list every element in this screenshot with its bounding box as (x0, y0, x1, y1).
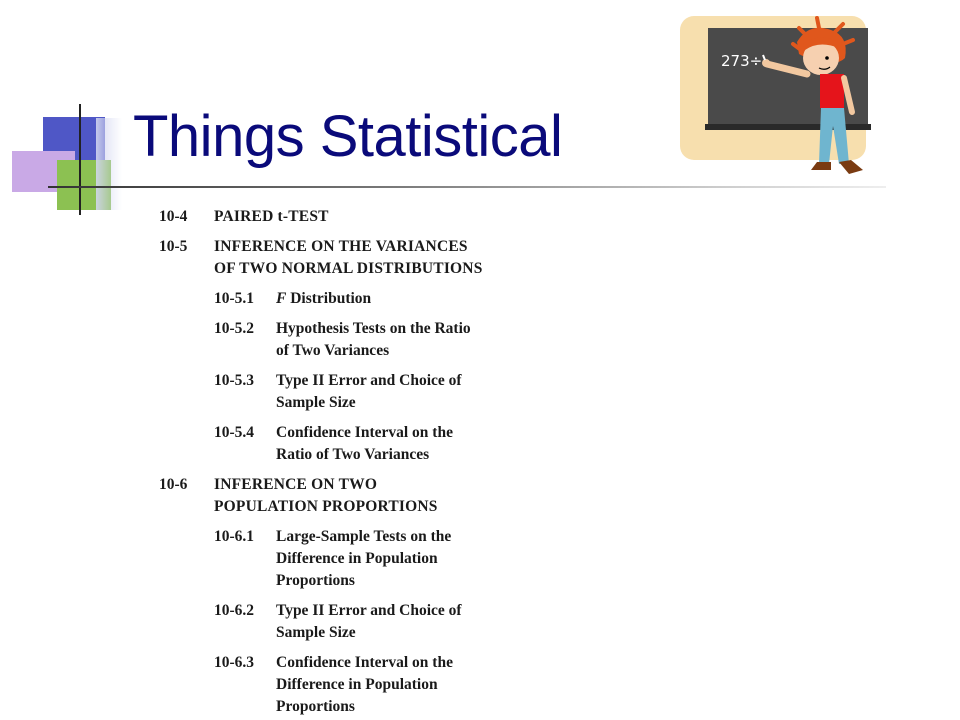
toc-number: 10-4 (159, 208, 188, 225)
toc-entry-10-5-4 (214, 422, 579, 466)
chalkboard-text: 273÷ (721, 52, 763, 70)
toc-entry-10-4 (159, 206, 579, 228)
toc-number: 10-6 (159, 476, 188, 493)
toc-title-line: INFERENCE ON THE VARIANCES (214, 238, 468, 255)
toc-title-line: Type II Error and Choice of (276, 372, 462, 389)
toc-title: PAIRED t-TEST (214, 208, 329, 225)
toc-entry-10-6-1 (214, 526, 579, 592)
toc-entry-10-5 (159, 236, 579, 280)
toc-title: Distribution (286, 290, 372, 307)
toc-number: 10-5.4 (214, 424, 255, 441)
slide-title: Things Statistical (133, 104, 563, 169)
toc-number: 10-6.1 (214, 528, 255, 545)
toc-title-line: of Two Variances (276, 342, 390, 359)
toc-number: 10-5.3 (214, 372, 255, 389)
teacher-chalkboard-clipart (679, 14, 871, 186)
toc-title-line: Type II Error and Choice of (276, 602, 462, 619)
toc-title-line: Large-Sample Tests on the (276, 528, 452, 545)
table-of-contents (159, 206, 579, 718)
toc-title-line: Confidence Interval on the (276, 424, 453, 441)
toc-entry-10-6-2 (214, 600, 579, 644)
toc-title-line: Proportions (276, 698, 355, 715)
toc-number: 10-5 (159, 238, 188, 255)
toc-title-italic: F (276, 290, 287, 307)
toc-title-line: Hypothesis Tests on the Ratio (276, 320, 471, 337)
toc-title-line: Sample Size (276, 394, 356, 411)
toc-number: 10-6.2 (214, 602, 255, 619)
toc-title-line: Difference in Population (276, 676, 438, 693)
toc-title-line: INFERENCE ON TWO (214, 476, 378, 493)
toc-entry-10-5-3 (214, 370, 579, 414)
toc-title-line: Proportions (276, 572, 355, 589)
toc-number: 10-6.3 (214, 654, 255, 671)
toc-title-line: Sample Size (276, 624, 356, 641)
toc-entry-10-5-2 (214, 318, 579, 362)
toc-entry-10-5-1 (214, 288, 579, 310)
toc-title-line: POPULATION PROPORTIONS (214, 498, 438, 515)
toc-number: 10-5.1 (214, 290, 255, 307)
toc-title-line: OF TWO NORMAL DISTRIBUTIONS (214, 260, 483, 277)
toc-title-line: Confidence Interval on the (276, 654, 453, 671)
title-underline (48, 186, 886, 188)
toc-title-line: Difference in Population (276, 550, 438, 567)
decor-square-fade (96, 118, 122, 210)
toc-number: 10-5.2 (214, 320, 255, 337)
toc-entry-10-6 (159, 474, 579, 518)
toc-title-line: Ratio of Two Variances (276, 446, 430, 463)
toc-entry-10-6-3 (214, 652, 579, 718)
decor-vertical-line (79, 104, 81, 215)
